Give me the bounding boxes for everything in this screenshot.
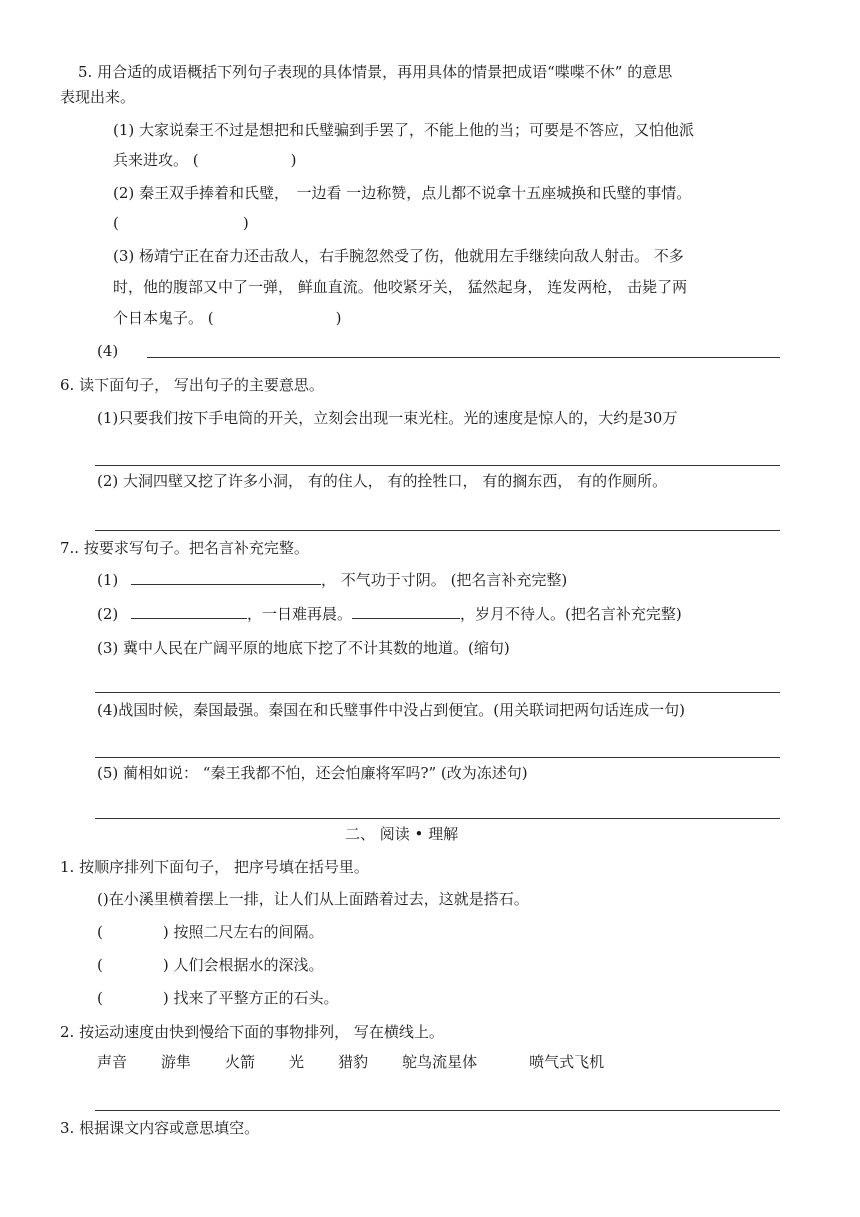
section2-title: 二、 阅读 • 理解	[345, 825, 459, 843]
q5-item4-answer-line[interactable]	[147, 357, 780, 358]
q7-item3-answer-line[interactable]	[95, 692, 780, 693]
q5-item1-close: )	[290, 151, 297, 169]
q7-item2-text1: ，一日难再晨。	[247, 605, 353, 623]
q7-item2-label: (2)	[97, 605, 119, 623]
q7-item2	[97, 604, 682, 624]
q5-item1-text: 兵来进攻。 (	[113, 151, 199, 169]
q7-item1-text: ， 不气功于寸阴。 (把名言补充完整)	[321, 571, 568, 589]
q5-item4-label: (4)	[97, 342, 119, 360]
q6-item2-answer-line[interactable]	[95, 530, 780, 531]
r1-sentence1: ()在小溪里横着摆上一排，让人们从上面踏着过去，这就是搭石。	[97, 890, 529, 908]
q6-item1: (1)只要我们按下手电筒的开关，立刻会出现一束光柱。光的速度是惊人的，大约是30万	[97, 409, 678, 427]
q7-item2-blank2[interactable]	[352, 604, 460, 619]
q5-item2-line1: (2) 秦王双手捧着和氏璧， 一边看 一边称赞，点儿都不说拿十五座城换和氏璧的事情。	[113, 184, 692, 202]
r2-answer-line[interactable]	[95, 1110, 780, 1111]
q5-title-line2: 表现出来。	[60, 88, 136, 106]
q5-item1-line2	[113, 150, 296, 170]
q7-item5-answer-line[interactable]	[95, 818, 780, 819]
r2-item: 鸵鸟流星体	[402, 1053, 478, 1071]
q5-item3-text: 个日本鬼子。 (	[113, 309, 214, 327]
q5-item1-line1: (1) 大家说秦王不过是想把和氏璧骗到手罢了，不能上他的当；可要是不答应，又怕他派	[113, 121, 695, 139]
q7-title: 7.. 按要求写句子。把名言补充完整。	[60, 539, 309, 557]
q6-title: 6. 读下面句子， 写出句子的主要意思。	[60, 376, 324, 394]
r2-item: 声音	[97, 1053, 128, 1071]
r1-sentence4: ( ) 找来了平整方正的石头。	[97, 989, 339, 1007]
q5-item2-open: (	[113, 214, 119, 232]
q7-item2-text2: ，岁月不待人。(把名言补充完整)	[460, 605, 682, 623]
q6-item2: (2) 大洞四壁又挖了许多小洞， 有的住人， 有的拴牲口， 有的搁东西， 有的作厕所。	[97, 472, 668, 490]
q5-item2-close: )	[242, 214, 249, 232]
q7-item4: (4)战国时候，秦国最强。秦国在和氏璧事件中没占到便宜。(用关联词把两句话连成一句)	[97, 701, 685, 719]
r1-sentence2: ( ) 按照二尺左右的间隔。	[97, 923, 324, 941]
q5-item3-close: )	[335, 309, 342, 327]
q5-title-line1: 5. 用合适的成语概括下列句子表现的具体情景，再用具体的情景把成语“喋喋不休” 的意思	[78, 63, 673, 81]
r2-title: 2. 按运动速度由快到慢给下面的事物排列， 写在横线上。	[60, 1023, 444, 1041]
q7-item2-blank1[interactable]	[131, 604, 247, 619]
q7-item4-answer-line[interactable]	[95, 757, 780, 758]
q5-item3-line1: (3) 杨靖宁正在奋力还击敌人，右手腕忽然受了伤，他就用左手继续向敌人射击。 不多	[113, 247, 684, 265]
q6-item1-answer-line[interactable]	[95, 465, 780, 466]
r3-title: 3. 根据课文内容或意思填空。	[60, 1119, 260, 1137]
q7-item1-blank[interactable]	[131, 570, 321, 585]
r2-item: 火箭	[225, 1053, 256, 1071]
r2-item: 游隼	[161, 1053, 192, 1071]
q5-item3-line3	[113, 308, 341, 328]
r2-items	[97, 1052, 638, 1072]
q5-item3-line2: 时，他的腹部又中了一弹， 鲜血直流。他咬紧牙关， 猛然起身， 连发两枪， 击毙了两	[113, 278, 688, 296]
r2-item: 猎豹	[338, 1053, 369, 1071]
q7-item1	[97, 570, 567, 590]
q7-item5: (5) 蔺相如说： “秦王我都不怕，还会怕廉将军吗?” (改为冻述句)	[97, 764, 528, 782]
q7-item3: (3) 冀中人民在广阔平原的地底下挖了不计其数的地道。(缩句)	[97, 639, 510, 657]
r2-item: 光	[289, 1053, 305, 1071]
r1-title: 1. 按顺序排列下面句子， 把序号填在括号里。	[60, 858, 369, 876]
r2-item: 喷气式飞机	[529, 1053, 605, 1071]
r1-sentence3: ( ) 人们会根据水的深浅。	[97, 956, 324, 974]
q7-item1-label: (1)	[97, 571, 119, 589]
q5-item2-line2	[113, 213, 249, 233]
